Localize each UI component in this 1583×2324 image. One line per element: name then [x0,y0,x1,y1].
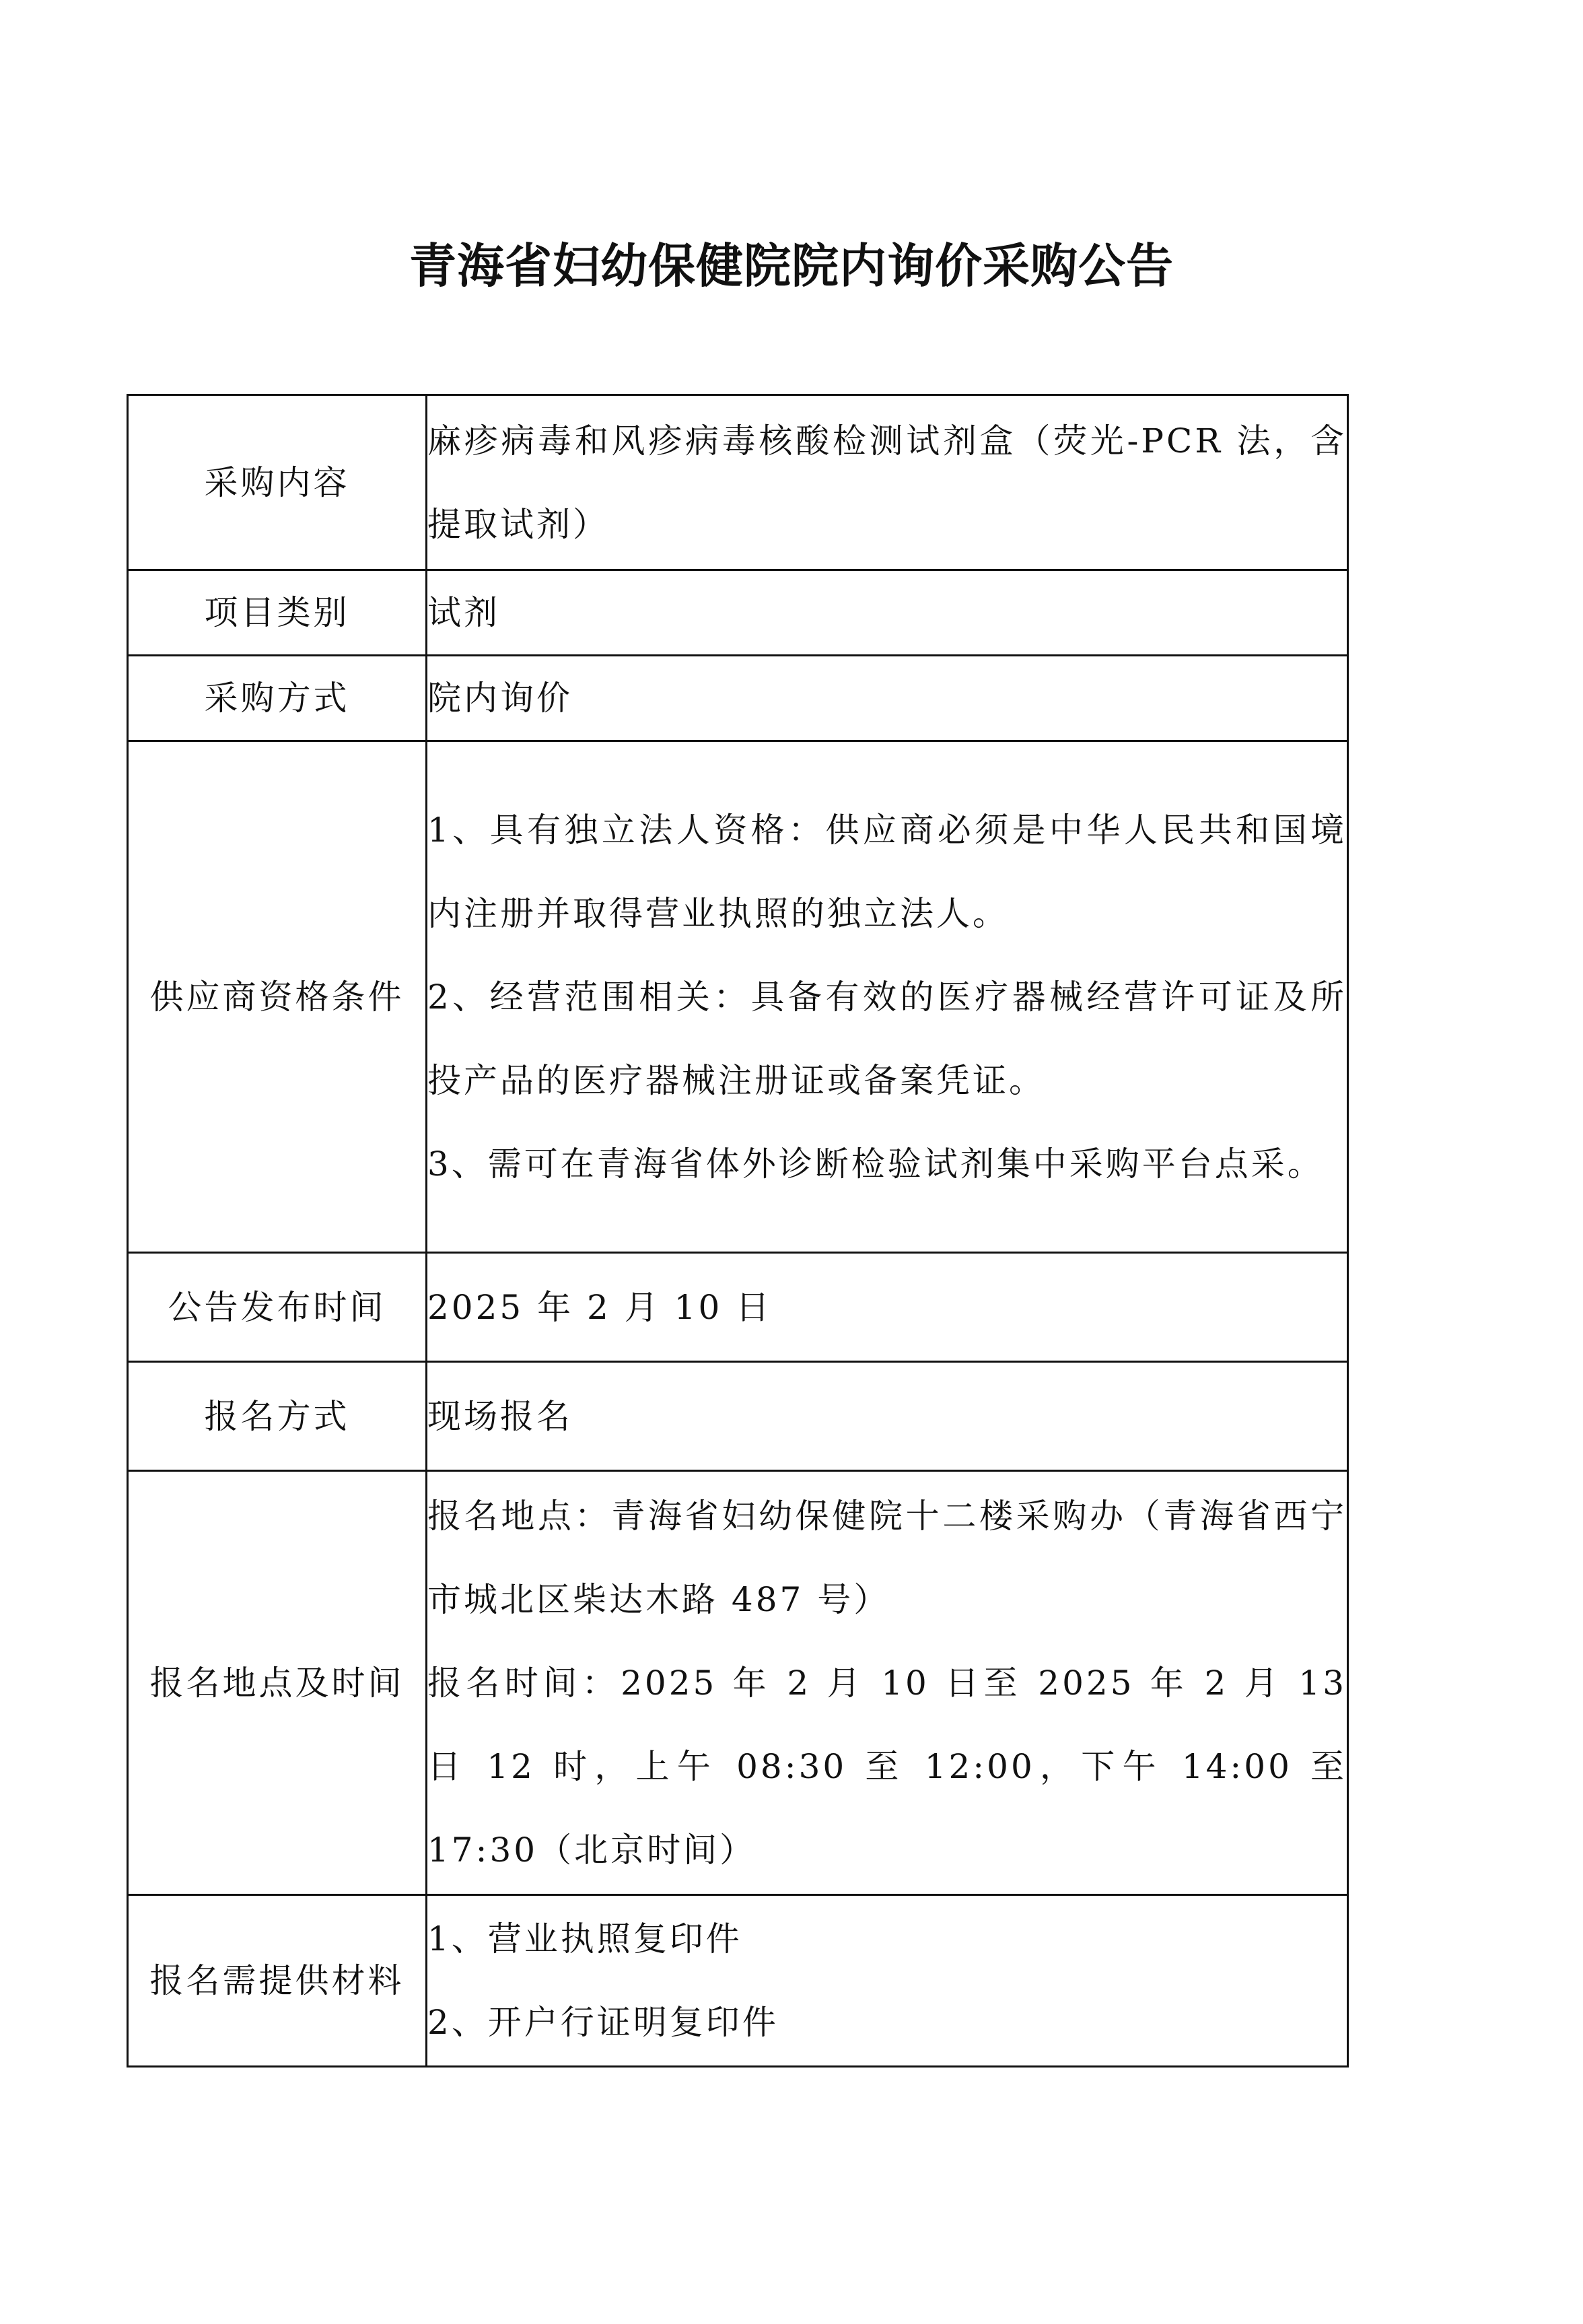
row-label: 报名地点及时间 [128,1471,427,1895]
value-paragraph: 3、需可在青海省体外诊断检验试剂集中采购平台点采。 [427,1144,1324,1184]
value-paragraph: 现场报名 [427,1396,573,1436]
row-value [427,656,1348,741]
value-paragraph: 1、具有独立法人资格：供应商必须是中华人民共和国境内注册并取得营业执照的独立法人。 [427,810,1347,933]
row-value [427,1471,1348,1895]
value-paragraph: 2、开户行证明复印件 [427,2003,779,2042]
row-label: 采购内容 [128,395,427,570]
table-row-required-materials [128,1895,1348,2067]
row-label: 项目类别 [128,570,427,656]
row-value [427,1895,1348,2067]
notice-table [127,394,1349,2067]
row-label: 公告发布时间 [128,1253,427,1362]
value-paragraph: 报名地点：青海省妇幼保健院十二楼采购办（青海省西宁市城北区柴达木路 487 号） [427,1496,1347,1619]
table-row-purchase-content [128,395,1348,570]
value-paragraph: 院内询价 [427,679,573,718]
table-row-registration-place-time [128,1471,1348,1895]
row-value [427,1362,1348,1471]
table-row-publish-date [128,1253,1348,1362]
value-paragraph: 麻疹病毒和风疹病毒核酸检测试剂盒（荧光-PCR 法，含提取试剂） [427,421,1347,544]
value-paragraph: 试剂 [427,593,500,632]
row-label: 采购方式 [128,656,427,741]
table-row-supplier-qualification [128,741,1348,1253]
row-value [427,570,1348,656]
row-label: 报名方式 [128,1362,427,1471]
value-paragraph: 2025 年 2 月 10 日 [427,1287,773,1327]
row-value [427,741,1348,1253]
table-row-project-category [128,570,1348,656]
value-paragraph: 2、经营范围相关：具备有效的医疗器械经营许可证及所投产品的医疗器械注册证或备案凭证。 [427,977,1347,1100]
table-row-registration-method [128,1362,1348,1471]
table-row-purchase-method [128,656,1348,741]
value-paragraph: 报名时间：2025 年 2 月 10 日至 2025 年 2 月 13 日 12 时，上午 08:30 至 12:00，下午 14:00 至 17:30（北京时间） [427,1663,1347,1870]
page-title: 青海省妇幼保健院院内询价采购公告 [409,238,1174,294]
row-label: 报名需提供材料 [128,1895,427,2067]
row-value [427,1253,1348,1362]
row-value [427,395,1348,570]
row-label: 供应商资格条件 [128,741,427,1253]
value-paragraph: 1、营业执照复印件 [427,1919,742,1958]
